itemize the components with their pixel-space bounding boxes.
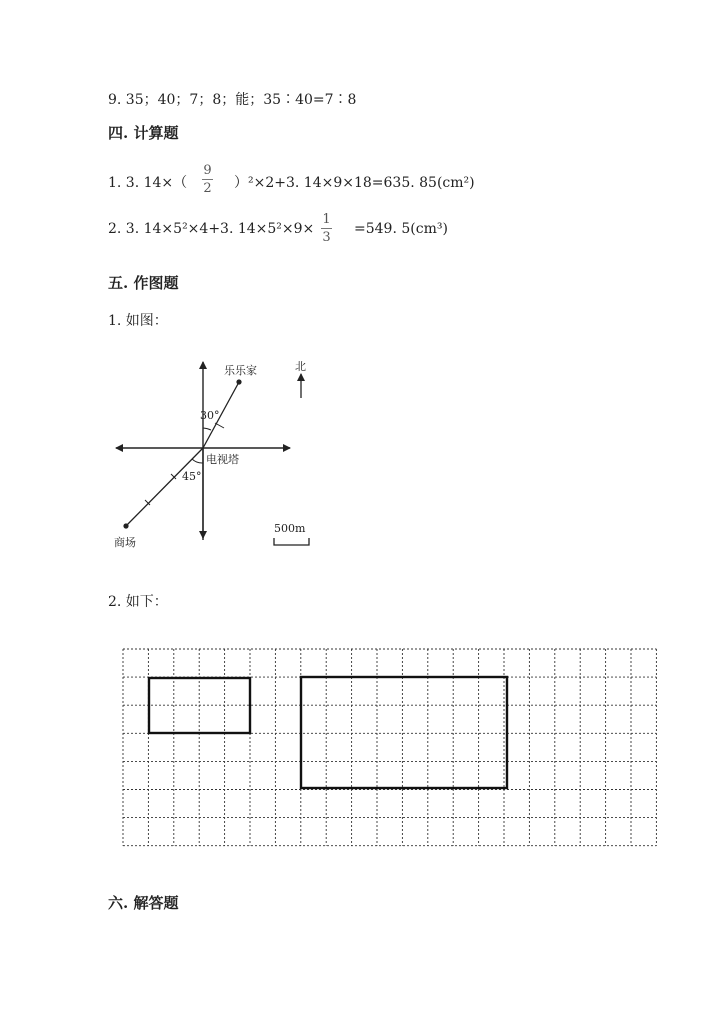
large-rectangle: [301, 677, 507, 788]
calc-q2-suffix: =549. 5(cm³): [354, 221, 448, 237]
label-tower: 电视塔: [206, 453, 239, 466]
fraction-denominator: 3: [322, 230, 331, 245]
section-heading-drawing: 五. 作图题: [108, 274, 179, 292]
label-home: 乐乐家: [224, 364, 257, 377]
fraction-denominator: 2: [203, 181, 212, 196]
section-heading-calculation: 四. 计算题: [108, 124, 179, 142]
answer-line-9: 9. 35；40；7；8；能；35∶40=7∶8: [108, 92, 357, 108]
calc-q1-suffix: ）²×2+3. 14×9×18=635. 85(cm²): [234, 175, 475, 191]
calc-q1-prefix: 1. 3. 14×（: [108, 175, 188, 191]
label-north: 北: [295, 360, 306, 373]
section-heading-solve: 六. 解答题: [108, 894, 179, 912]
label-scale: 500m: [274, 522, 306, 535]
label-angle-30: 30°: [200, 409, 220, 422]
calc-q2-prefix: 2. 3. 14×5²×4+3. 14×5²×9×: [108, 221, 315, 237]
drawing-q1-label: 1. 如图：: [108, 313, 168, 329]
label-mall: 商场: [114, 536, 136, 549]
fraction-numerator: 9: [203, 163, 212, 178]
fraction-numerator: 1: [322, 212, 331, 227]
drawing-q2-label: 2. 如下：: [108, 594, 168, 610]
label-angle-45: 45°: [182, 470, 202, 483]
